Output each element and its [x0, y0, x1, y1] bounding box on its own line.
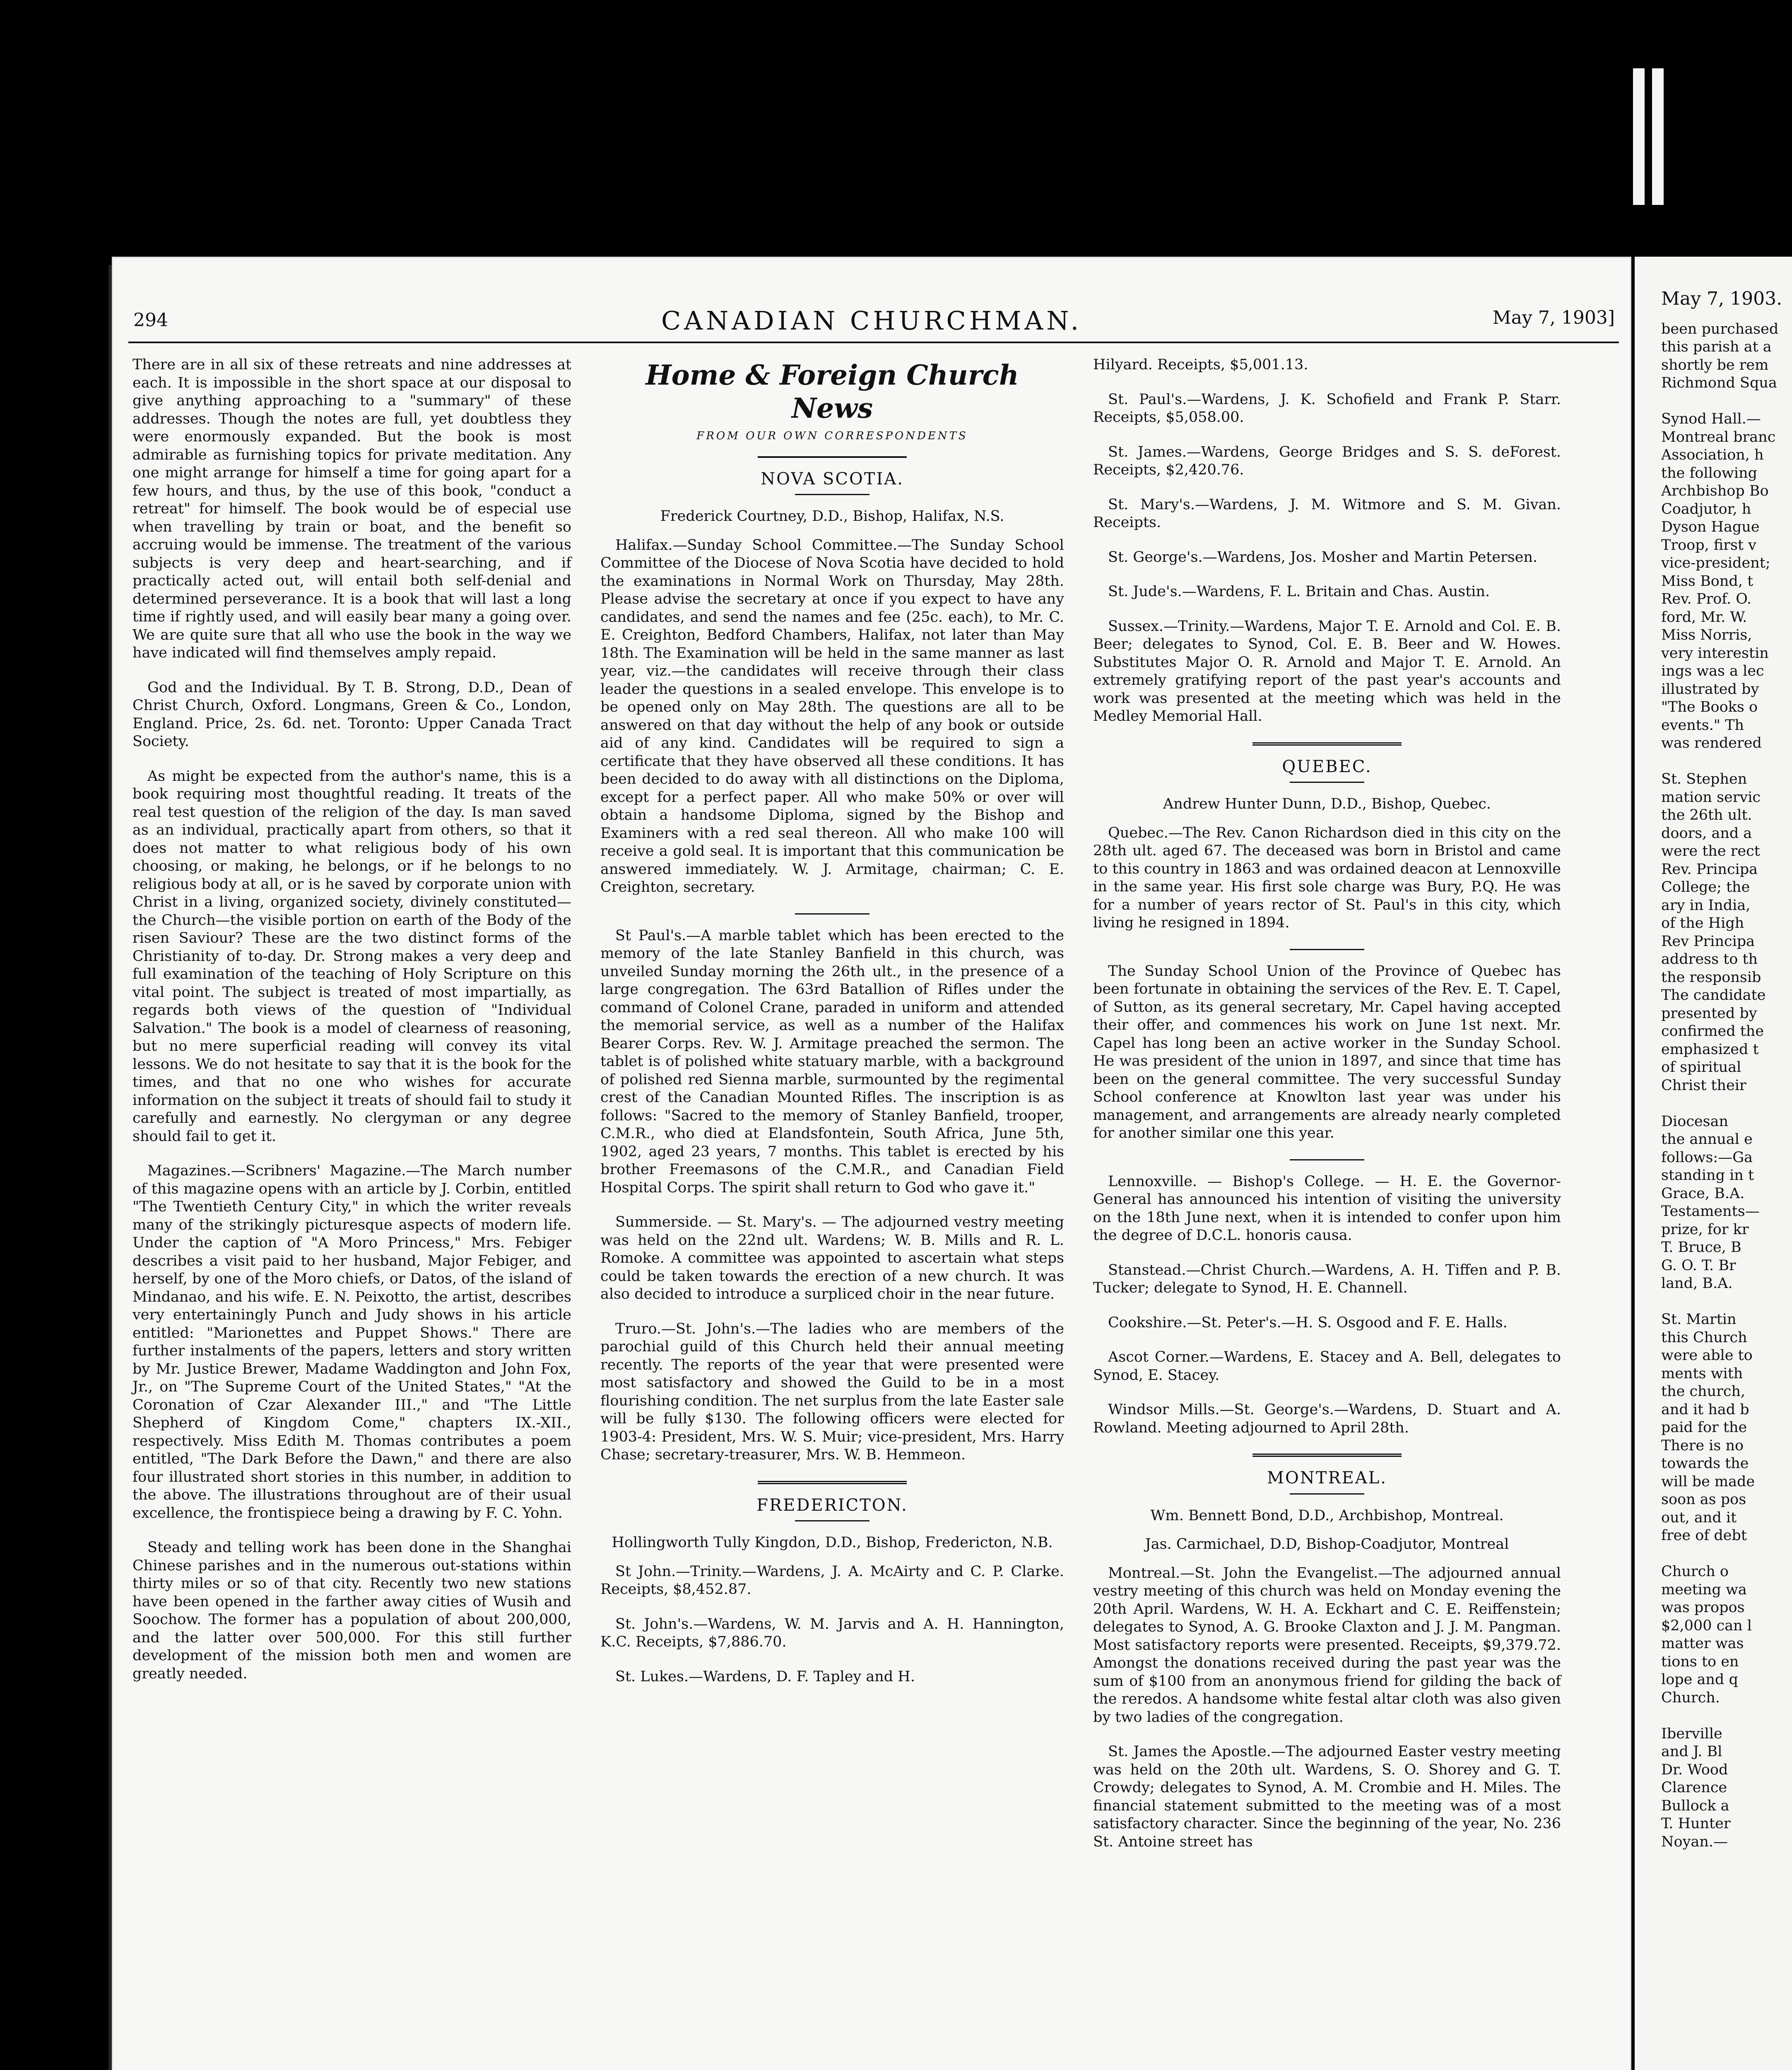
facing-page-line: Iberville — [1661, 1725, 1722, 1742]
facing-page-line: were the rect — [1661, 843, 1760, 859]
facing-page-line: the 26th ult. — [1661, 807, 1752, 823]
column-3 — [1093, 356, 1561, 1868]
bishop-nova-scotia: Frederick Courtney, D.D., Bishop, Halifax, N.S. — [660, 508, 1004, 525]
article-st-pauls: St. Paul's.—Wardens, J. K. Schofield and Frank P. Starr. Receipts, $5,058.00. — [1093, 391, 1561, 426]
facing-page-line: St. Stephen — [1661, 771, 1747, 787]
facing-page-line: land, B.A. — [1661, 1275, 1733, 1292]
facing-page-text — [1661, 290, 1792, 1851]
facing-page-line: free of debt — [1661, 1527, 1747, 1544]
masthead-title: CANADIAN CHURCHMAN. — [661, 306, 1082, 336]
facing-page-line: soon as pos — [1661, 1491, 1746, 1508]
facing-page-lines — [1661, 320, 1792, 1851]
article-halifax: Halifax.—Sunday School Committee.—The Sunday School Committee of the Diocese of Nova Scotia have decided to hold the examinations in Normal Work on Thursday, May 28th. Please advise the secretary at once if you expect to have any candidates, and send the names and fee (25c. each), to Mr. C. E. Creighton, Bedford Chambers, Halifax, not later than May 18th. The Examination will be held in the same manner as last year, viz.—the candidates will receive through their class leader the questions in a sealed envelope. This envelope is to be opened only on May 28th. The questions are all to be answered on that day without the help of any book or outside aid of any kind. Candidates will be required to sign a certificate that they have observed all these conditions. It has been decided to do away with all distinctions on the Diploma, except for a perfect paper. All who make 50% or over will obtain a handsome Diploma, signed by the Bishop and Examiners with a red seal thereon. All who make 100 will receive a gold seal. It is important that this communication be answered immediately. W. J. Armitage, chairman; C. E. Creighton, secretary. — [600, 537, 1064, 895]
article-st-marys: St. Mary's.—Wardens, J. M. Witmore and S. M. Givan. Receipts. — [1093, 496, 1561, 531]
facing-page-line: T. Hunter — [1661, 1815, 1731, 1832]
facing-page-line: There is no — [1661, 1437, 1744, 1454]
facing-page-line: and J. Bl — [1661, 1743, 1722, 1760]
page-header — [112, 302, 1631, 344]
facing-page-line: Association, h — [1661, 447, 1764, 463]
facing-page-line: Bullock a — [1661, 1797, 1729, 1814]
article-st-john-evangelist: Montreal.—St. John the Evangelist.—The adjourned annual vestry meeting of this church was held on Monday evening the 20th April. Wardens, W. H. A. Eckhart and C. E. Reiffenstein; delegates to Synod, A. G. Brooke Claxton and J. J. M. Pangman. Most satisfactory reports were presented. Receipts, $9,379.72. Amongst the donations received during the past year was the sum of $100 from an anonymous friend for gilding the back of the reredos. A handsome white festal altar cloth was also given by two ladies of the congregation. — [1093, 1565, 1561, 1726]
divider — [795, 494, 870, 495]
facing-page-line: prize, for kr — [1661, 1221, 1749, 1238]
facing-page-line: out, and it — [1661, 1509, 1737, 1526]
facing-page-line: Church. — [1661, 1689, 1720, 1706]
article-st-georges: St. George's.—Wardens, Jos. Mosher and Martin Petersen. — [1108, 549, 1538, 566]
facing-page-line: presented by — [1661, 1005, 1757, 1022]
bishop-fredericton: Hollingworth Tully Kingdon, D.D., Bishop, Fredericton, N.B. — [612, 1534, 1053, 1551]
article-st-judes: St. Jude's.—Wardens, F. L. Britain and Chas. Austin. — [1108, 583, 1490, 600]
facing-page-line: the following — [1661, 465, 1758, 481]
facing-page-line: of spiritual — [1661, 1059, 1741, 1076]
issue-date: May 7, 1903] — [1492, 307, 1615, 328]
divider — [758, 456, 907, 458]
facing-page-line — [1661, 1545, 1792, 1563]
facing-page-line — [1661, 1095, 1792, 1113]
facing-page-line: this parish at a — [1661, 339, 1772, 355]
article-st-john-trinity: St John.—Trinity.—Wardens, J. A. McAirty and C. P. Clarke. Receipts, $8,452.87. — [600, 1563, 1064, 1598]
facing-page-line: events." Th — [1661, 717, 1744, 734]
article-summerside: Summerside. — St. Mary's. — The adjourned vestry meeting was held on the 22nd ult. Wardens; W. B. Mills and R. L. Romoke. A committee was appointed to ascertain what steps could be taken towards the erection of a new church. It was also decided to introduce a surpliced choir in the near future. — [600, 1214, 1064, 1302]
article-st-james-apostle: St. James the Apostle.—The adjourned Easter vestry meeting was held on the 20th ult. Wardens, S. O. Shorey and G. T. Crowdy; delegates to Synod, A. M. Crombie and H. Miles. The financial statement submitted to the meeting was of a most satisfactory character. Since the beginning of the year, No. 236 St. Antoine street has — [1093, 1743, 1561, 1850]
facing-page-line: confirmed the — [1661, 1023, 1764, 1040]
article-st-james: St. James.—Wardens, George Bridges and S. S. deForest. Receipts, $2,420.76. — [1093, 443, 1561, 478]
facing-page-line: was rendered — [1661, 735, 1762, 751]
facing-page-line: follows:—Ga — [1661, 1149, 1753, 1166]
facing-page-line: Christ their — [1661, 1077, 1746, 1094]
film-mark-top-right — [1652, 68, 1664, 205]
facing-page-line: emphasized t — [1661, 1041, 1759, 1058]
section-banner: Home & Foreign Church News — [646, 359, 1019, 424]
facing-page-line: ments with — [1661, 1365, 1743, 1382]
article-cookshire: Cookshire.—St. Peter's.—H. S. Osgood and F. E. Halls. — [1108, 1314, 1508, 1331]
facing-page-line: Coadjutor, h — [1661, 501, 1751, 518]
facing-page-line: mation servic — [1661, 789, 1761, 806]
facing-page-line: College; the — [1661, 879, 1750, 895]
facing-page-line: The candidate — [1661, 987, 1766, 1004]
facing-page-line: been purchased — [1661, 320, 1779, 337]
bishop-coadjutor-montreal: Jas. Carmichael, D.D, Bishop-Coadjutor, Montreal — [1145, 1536, 1509, 1552]
facing-page-line: ings was a lec — [1661, 663, 1764, 679]
facing-page-line: T. Bruce, B — [1661, 1239, 1741, 1256]
bishop-quebec: Andrew Hunter Dunn, D.D., Bishop, Quebec. — [1163, 796, 1491, 812]
facing-page-line — [1661, 1707, 1792, 1725]
facing-page-line: Dyson Hague — [1661, 519, 1760, 535]
divider — [1290, 782, 1364, 783]
facing-page-line: shortly be rem — [1661, 356, 1769, 373]
heading-nova-scotia: NOVA SCOTIA. — [761, 469, 904, 489]
article-sussex: Sussex.—Trinity.—Wardens, Major T. E. Arnold and Col. E. B. Beer; delegates to Synod, Col. E. B. Beer and W. Howes. Substitutes Major O. R. Arnold and Major T. E. Arnold. An extremely gratifying report of the past year's accounts and work was presented at the meeting which was held in the Medley Memorial Hall. — [1093, 618, 1561, 724]
facing-page-line: matter was — [1661, 1635, 1744, 1652]
facing-page-line: tions to en — [1661, 1653, 1739, 1670]
facing-page-line: paid for the — [1661, 1419, 1747, 1436]
facing-page-line: Rev. Principa — [1661, 861, 1758, 878]
facing-page-line — [1661, 1293, 1792, 1311]
divider — [795, 913, 870, 915]
divider — [1252, 742, 1402, 746]
facing-page-line: Rev Principa — [1661, 933, 1755, 950]
page-number: 294 — [133, 310, 168, 331]
facing-page-line: lope and q — [1661, 1671, 1738, 1688]
heading-quebec: QUEBEC. — [1282, 757, 1372, 776]
article-ascot-corner: Ascot Corner.—Wardens, E. Stacey and A. Bell, delegates to Synod, E. Stacey. — [1093, 1349, 1561, 1384]
facing-page-line: address to th — [1661, 951, 1758, 968]
facing-page-line: St. Martin — [1661, 1311, 1737, 1328]
magazines-review: Magazines.—Scribners' Magazine.—The March number of this magazine opens with an article by J. Corbin, entitled "The Twentieth Century City," in which the writer reveals many of the strikingly picturesque aspects of modern life. Under the caption of "A Moro Princess," Mrs. Febiger describes a visit paid to her husband, Major Febiger, and herself, by one of the Moro chiefs, or Datos, of the island of Mindanao, and his wife. E. N. Peixotto, the artist, describes very entertainingly Punch and Judy shows in his article entitled: "Marionettes and Puppet Shows." There are further instalments of the papers, letters and story written by Mr. Justice Brewer, Madame Waddington and John Fox, Jr., on "The Supreme Court of the United States," "At the Coronation of Czar Alexander III.," and "The Little Shepherd of Kingdom Come," chapters IX.-XII., respectively. Miss Edith M. Thomas contributes a poem entitled, "The Dark Before the Dawn," and there are also four illustrated short stories in this number, in addition to the above. The illustrations throughout are of their usual excellence, the frontispiece being a drawing by F. C. Yohn. — [132, 1163, 571, 1521]
facing-page-line: standing in t — [1661, 1167, 1754, 1184]
article-st-johns: St. John's.—Wardens, W. M. Jarvis and A. H. Hannington, K.C. Receipts, $7,886.70. — [600, 1615, 1064, 1650]
shanghai-mission-note: Steady and telling work has been done in the Shanghai Chinese parishes and in the numerous out-stations within thirty miles or so of that city. Recently two new stations have been opened in the farther away cities of Wusih and Soochow. The former has a population of about 200,000, and the latter over 500,000. For this still further development of the mission both men and women are greatly needed. — [132, 1539, 571, 1682]
book-listing-strong: God and the Individual. By T. B. Strong, D.D., Dean of Christ Church, Oxford. Longmans, Green & Co., London, England. Price, 2s. 6d. net. Toronto: Upper Canada Tract Society. — [132, 679, 571, 750]
film-mark-top-left — [1633, 68, 1645, 205]
heading-fredericton: FREDERICTON. — [756, 1495, 908, 1515]
retreats-review: There are in all six of these retreats and nine addresses at each. It is impossible in the short space at our disposal to give anything approaching to a "summary" of these addresses. Though the notes are full, yet doubtless they were enormously expanded. But the book is most admirable as furnishing topics for private meditation. Any one might arrange for himself a time for going apart for a few hours, and thus, by the use of this book, "conduct a retreat" for himself. The book would be of especial use when travelling by train or boat, and the benefit so accruing would be immense. The treatment of the various subjects is very deep and heart-searching, and if practically acted out, will entail both self-denial and determined perseverance. It is a book that will last a long time if rightly used, and will easily bear many a going over. We are quite sure that all who use the book in the way we have indicated will find themselves amply repaid. — [132, 356, 571, 661]
facing-page-line: the church, — [1661, 1383, 1746, 1400]
divider — [1290, 949, 1364, 950]
facing-page-line: Church o — [1661, 1563, 1729, 1580]
facing-page-line: Archbishop Bo — [1661, 483, 1769, 499]
facing-page-line: very interestin — [1661, 645, 1769, 662]
facing-page-line — [1661, 392, 1792, 411]
facing-page-line: the responsib — [1661, 969, 1761, 986]
article-receipts: Hilyard. Receipts, $5,001.13. — [1093, 356, 1308, 373]
facing-page-line: Grace, B.A. — [1661, 1185, 1745, 1202]
facing-page-line: Synod Hall.— — [1661, 411, 1761, 427]
divider — [1290, 1159, 1364, 1160]
facing-page-line: Montreal branc — [1661, 428, 1776, 445]
facing-page-line: this Church — [1661, 1329, 1747, 1346]
column-1 — [132, 356, 571, 1699]
facing-page-line: doors, and a — [1661, 825, 1752, 842]
facing-page-line: Testaments— — [1661, 1203, 1760, 1220]
article-truro: Truro.—St. John's.—The ladies who are members of the parochial guild of this Church held their annual meeting recently. The reports of the year that were presented were most satisfactory and showed the Guild to be in a most flourishing condition. The net surplus from the late Easter sale will be fully $130. The following officers were elected for 1903-4: President, Mrs. W. S. Muir; vice-president, Mrs. Harry Chase; secretary-treasurer, Mrs. W. B. Hemmeon. — [600, 1320, 1064, 1463]
facing-page-line: $2,000 can l — [1661, 1617, 1752, 1634]
facing-page-line: vice-president; — [1661, 555, 1770, 571]
facing-page-line: of the High — [1661, 915, 1744, 932]
facing-page-line: Rev. Prof. O. — [1661, 591, 1752, 607]
facing-page-line — [1661, 753, 1792, 771]
column-2 — [600, 356, 1064, 1702]
facing-page-line: illustrated by — [1661, 681, 1759, 698]
facing-page-line: Clarence — [1661, 1779, 1727, 1796]
heading-montreal: MONTREAL. — [1267, 1468, 1387, 1488]
strong-review: As might be expected from the author's name, this is a book requiring most thoughtful reading. It treats of the real test question of the religion of the day. Is man saved as an individual, practically apart from others, so that it does not matter to what religious body of his own choosing, or making, he belongs, or if he belongs to no religious body at all, or is he saved by corporate union with Christ in a living, organized society, divinely constituted—the Church—the visible portion on earth of the Body of the risen Saviour? These are the two distinct forms of the Christianity of to-day. Dr. Strong makes a very deep and full examination of the teaching of Holy Scripture on this vital point. The subject is treated of most impartially, as regards both views of the question of "Individual Salvation." The book is a model of clearness of reasoning, but no mere superficial reading will convey its vital lessons. We do not hesitate to say that it is the book for the times, and that no one who wishes for accurate information on the subject it treats of should fail to study it carefully and earnestly. No clergyman or any degree should fail to get it. — [132, 768, 571, 1145]
article-stanstead: Stanstead.—Christ Church.—Wardens, A. H. Tiffen and P. B. Tucker; delegate to Synod, H. E. Channell. — [1093, 1261, 1561, 1296]
facing-page-line: meeting wa — [1661, 1581, 1747, 1598]
facing-page-line: was propos — [1661, 1599, 1745, 1616]
article-windsor-mills: Windsor Mills.—St. George's.—Wardens, D. Stuart and A. Rowland. Meeting adjourned to April 28th. — [1093, 1401, 1561, 1436]
facing-page-line: ary in India, — [1661, 897, 1751, 914]
facing-page-line: G. O. T. Br — [1661, 1257, 1736, 1274]
facing-page-line: will be made — [1661, 1473, 1755, 1490]
facing-page-line: and it had b — [1661, 1401, 1749, 1418]
facing-page-line: Noyan.— — [1661, 1833, 1728, 1850]
divider — [1252, 1454, 1402, 1457]
facing-page-line: Richmond Squa — [1661, 375, 1777, 391]
facing-page-line: were able to — [1661, 1347, 1753, 1364]
facing-page-line: Dr. Wood — [1661, 1761, 1728, 1778]
facing-page-date: May 7, 1903. — [1661, 288, 1782, 309]
facing-page-line: ford, Mr. W. — [1661, 609, 1747, 626]
facing-page-line: the annual e — [1661, 1131, 1753, 1148]
article-lennoxville: Lennoxville. — Bishop's College. — H. E. the Governor-General has announced his intention of visiting the university on the 18th June next, when it is intended to confer upon him the degree of D.C.L. honoris causa. — [1093, 1173, 1561, 1244]
article-sunday-school-union: The Sunday School Union of the Province of Quebec has been fortunate in obtaining the services of the Rev. E. T. Capel, of Sutton, as its general secretary, Mr. Capel having accepted their offer, and commences his work on June 1st next. Mr. Capel has long been an active worker in the Sunday School. He was president of the union in 1897, and since that time has been on the general committee. The very successful Sunday School conference at Knowlton last year was under his management, and arrangements are already nearly completed for another similar one this year. — [1093, 963, 1561, 1141]
divider — [795, 1520, 870, 1521]
archbishop-montreal: Wm. Bennett Bond, D.D., Archbishop, Montreal. — [1150, 1507, 1504, 1524]
header-rule — [128, 342, 1619, 343]
newspaper-page — [112, 257, 1631, 2070]
facing-page-line: "The Books o — [1661, 699, 1758, 715]
article-st-lukes: St. Lukes.—Wardens, D. F. Tapley and H. — [615, 1668, 915, 1685]
article-quebec-richardson: Quebec.—The Rev. Canon Richardson died in this city on the 28th ult. aged 67. The deceased was born in Bristol and came to this country in 1863 and was ordained deacon at Lennoxville in the same year. His first sole charge was Bury, P.Q. He was for a number of years rector of St. Paul's in this city, which living he resigned in 1894. — [1093, 824, 1561, 931]
facing-page-line: Miss Norris, — [1661, 627, 1752, 643]
divider — [758, 1481, 907, 1484]
facing-page-line: Diocesan — [1661, 1113, 1729, 1130]
facing-page-line: Miss Bond, t — [1661, 573, 1753, 590]
section-banner-subtitle: FROM OUR OWN CORRESPONDENTS — [696, 430, 968, 442]
facing-page-line: towards the — [1661, 1455, 1749, 1472]
divider — [1290, 1493, 1364, 1495]
article-st-pauls-halifax: St Paul's.—A marble tablet which has been erected to the memory of the late Stanley Banfield in this church, was unveiled Sunday morning the 26th ult., in the presence of a large congregation. The 63rd Batallion of Rifles under the command of Colonel Crane, paraded in uniform and attended the memorial service, as well as a number of the Halifax Bearer Corps. Rev. W. J. Armitage preached the sermon. The tablet is of polished white statuary marble, with a background of polished red Sienna marble, surmounted by the regimental crest of the Canadian Mounted Rifles. The inscription is as follows: "Sacred to the memory of Stanley Banfield, trooper, C.M.R., who died at Elandsfontein, South Africa, June 5th, 1902, aged 23 years, 7 months. This tablet is erected by his brother Freemasons of the C.M.R., and Canadian Field Hospital Corps. The spirit shall return to God who gave it." — [600, 927, 1064, 1196]
facing-page-line: Troop, first v — [1661, 537, 1756, 554]
facing-page — [1635, 257, 1792, 2070]
